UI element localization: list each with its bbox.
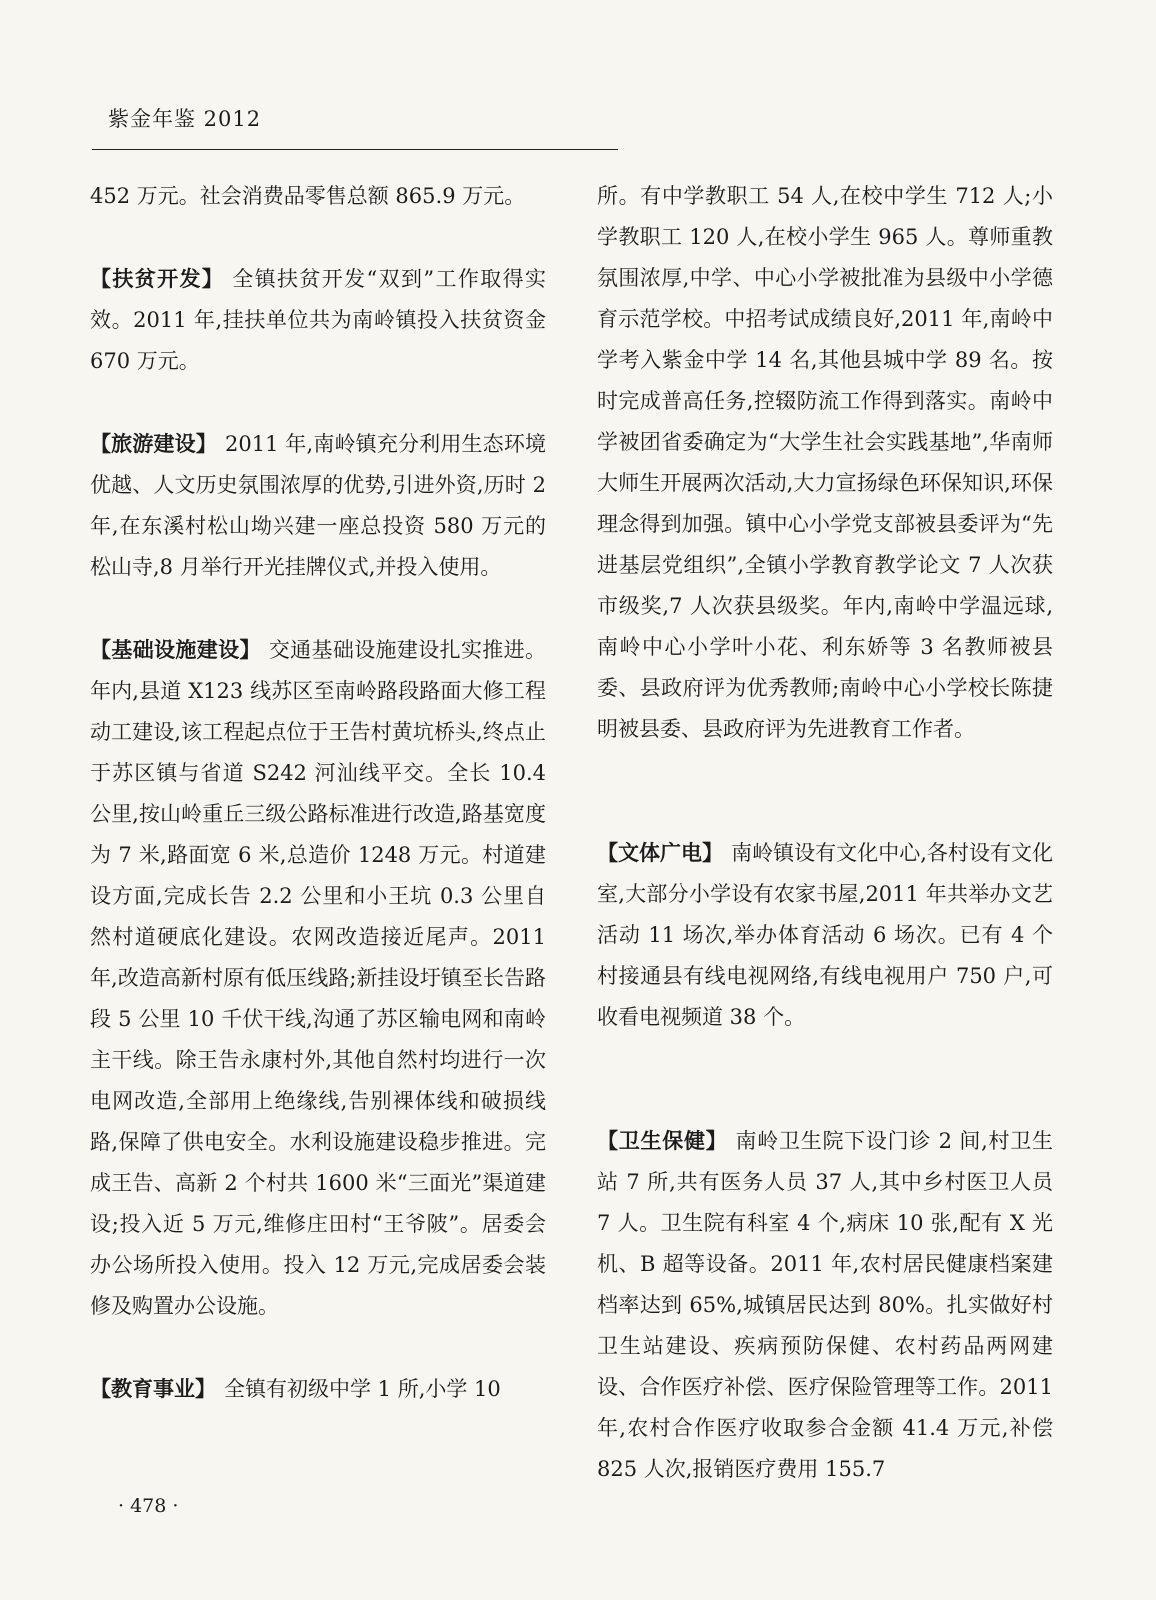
section-health-care [597, 1120, 1053, 1490]
spacer [597, 1079, 1053, 1120]
section-tourism [90, 423, 546, 588]
left-column [90, 176, 546, 1410]
right-column [597, 176, 1053, 1490]
section-text: 全镇扶贫开发“双到”工作取得实效。2011 年,挂扶单位共为南岭镇投入扶贫资金 670 万元。 [90, 267, 546, 373]
intro-text: 452 万元。社会消费品零售总额 865.9 万元。 [90, 184, 526, 208]
spacer [597, 1038, 1053, 1079]
section-text: 2011 年,南岭镇充分利用生态环境优越、人文历史氛围浓厚的优势,引进外资,历时 2 年,在东溪村松山坳兴建一座总投资 580 万元的松山寺,8 月举行开光挂牌仪式,并投入使用。 [90, 432, 547, 579]
section-title: 【教育事业】 [90, 1376, 216, 1401]
section-title: 【基础设施建设】 [90, 637, 261, 662]
section-title: 【文体广电】 [597, 840, 724, 865]
section-poverty-relief [90, 258, 546, 382]
spacer [90, 1327, 546, 1368]
spacer [597, 791, 1053, 832]
section-title: 【扶贫开发】 [90, 266, 225, 291]
section-text: 南岭卫生院下设门诊 2 间,村卫生站 7 所,共有医务人员 37 人,其中乡村医卫人员 7 人。卫生院有科室 4 个,病床 10 张,配有 X 光机、B 超等设备。2011 年,农村居民健康档案建档率达到 65%,城镇居民达到 80%。扎实做好村卫生站建设、疾病预防保健、农村药品两网建设、合作医疗补偿、医疗保险管理等工作。2011 年,农村合作医疗收取参合金额 41.4 万元,补偿 825 人次,报销医疗费用 155.7 [597, 1129, 1054, 1481]
section-title: 【卫生保健】 [597, 1128, 728, 1153]
section-title: 【旅游建设】 [90, 431, 218, 456]
section-culture-broadcasting [597, 832, 1053, 1038]
section-education [90, 1368, 546, 1410]
section-text: 南岭镇设有文化中心,各村设有文化室,大部分小学设有农家书屋,2011 年共举办文艺活动 11 场次,举办体育活动 6 场次。已有 4 个村接通县有线电视网络,有线电视用户 750 户,可收看电视频道 38 个。 [597, 841, 1053, 1029]
section-infrastructure [90, 629, 546, 1327]
intro-paragraph [90, 176, 546, 217]
spacer [90, 588, 546, 629]
education-continuation [597, 176, 1053, 750]
section-text: 交通基础设施建设扎实推进。年内,县道 X123 线苏区至南岭路段路面大修工程动工建设,该工程起点位于王告村黄坑桥头,终点止于苏区镇与省道 S242 河汕线平交。全长 10.4 公里,按山岭重丘三级公路标准进行改造,路基宽度为 7 米,路面宽 6 米,总造价 1248 万元。村道建设方面,完成长告 2.2 公里和小王坑 0.3 公里自然村道硬底化建设。农网改造接近尾声。2011 年,改造高新村原有低压线路;新挂设圩镇至长告路段 5 公里 10 千伏干线,沟通了苏区输电网和南岭主干线。除王告永康村外,其他自然村均进行一次电网改造,全部用上绝缘线,告别裸体线和破损线路,保障了供电安全。水利设施建设稳步推进。完成王告、高新 2 个村共 1600 米“三面光”渠道建设;投入近 5 万元,维修庄田村“王爷陂”。居委会办公场所投入使用。投入 12 万元,完成居委会装修及购置办公设施。 [90, 638, 547, 1318]
continuation-text: 所。有中学教职工 54 人,在校中学生 712 人;小学教职工 120 人,在校小学生 965 人。尊师重教氛围浓厚,中学、中心小学被批准为县级中小学德育示范学校。中招考试成绩良好,2011 年,南岭中学考入紫金中学 14 名,其他县城中学 89 名。按时完成普高任务,控辍防流工作得到落实。南岭中学被团省委确定为“大学生社会实践基地”,华南师大师生开展两次活动,大力宣扬绿色环保知识,环保理念得到加强。镇中心小学党支部被县委评为“先进基层党组织”,全镇小学教育教学论文 7 人次获市级奖,7 人次获县级奖。年内,南岭中学温远球,南岭中心小学叶小花、利东娇等 3 名教师被县委、县政府评为优秀教师;南岭中心小学校长陈捷明被县委、县政府评为先进教育工作者。 [597, 184, 1053, 741]
header-rule [92, 149, 618, 150]
spacer [597, 750, 1053, 791]
page-number: · 478 · [118, 1495, 179, 1517]
running-title: 紫金年鉴 2012 [108, 107, 262, 131]
section-text: 全镇有初级中学 1 所,小学 10 [224, 1377, 501, 1401]
spacer [90, 382, 546, 423]
spacer [90, 217, 546, 258]
